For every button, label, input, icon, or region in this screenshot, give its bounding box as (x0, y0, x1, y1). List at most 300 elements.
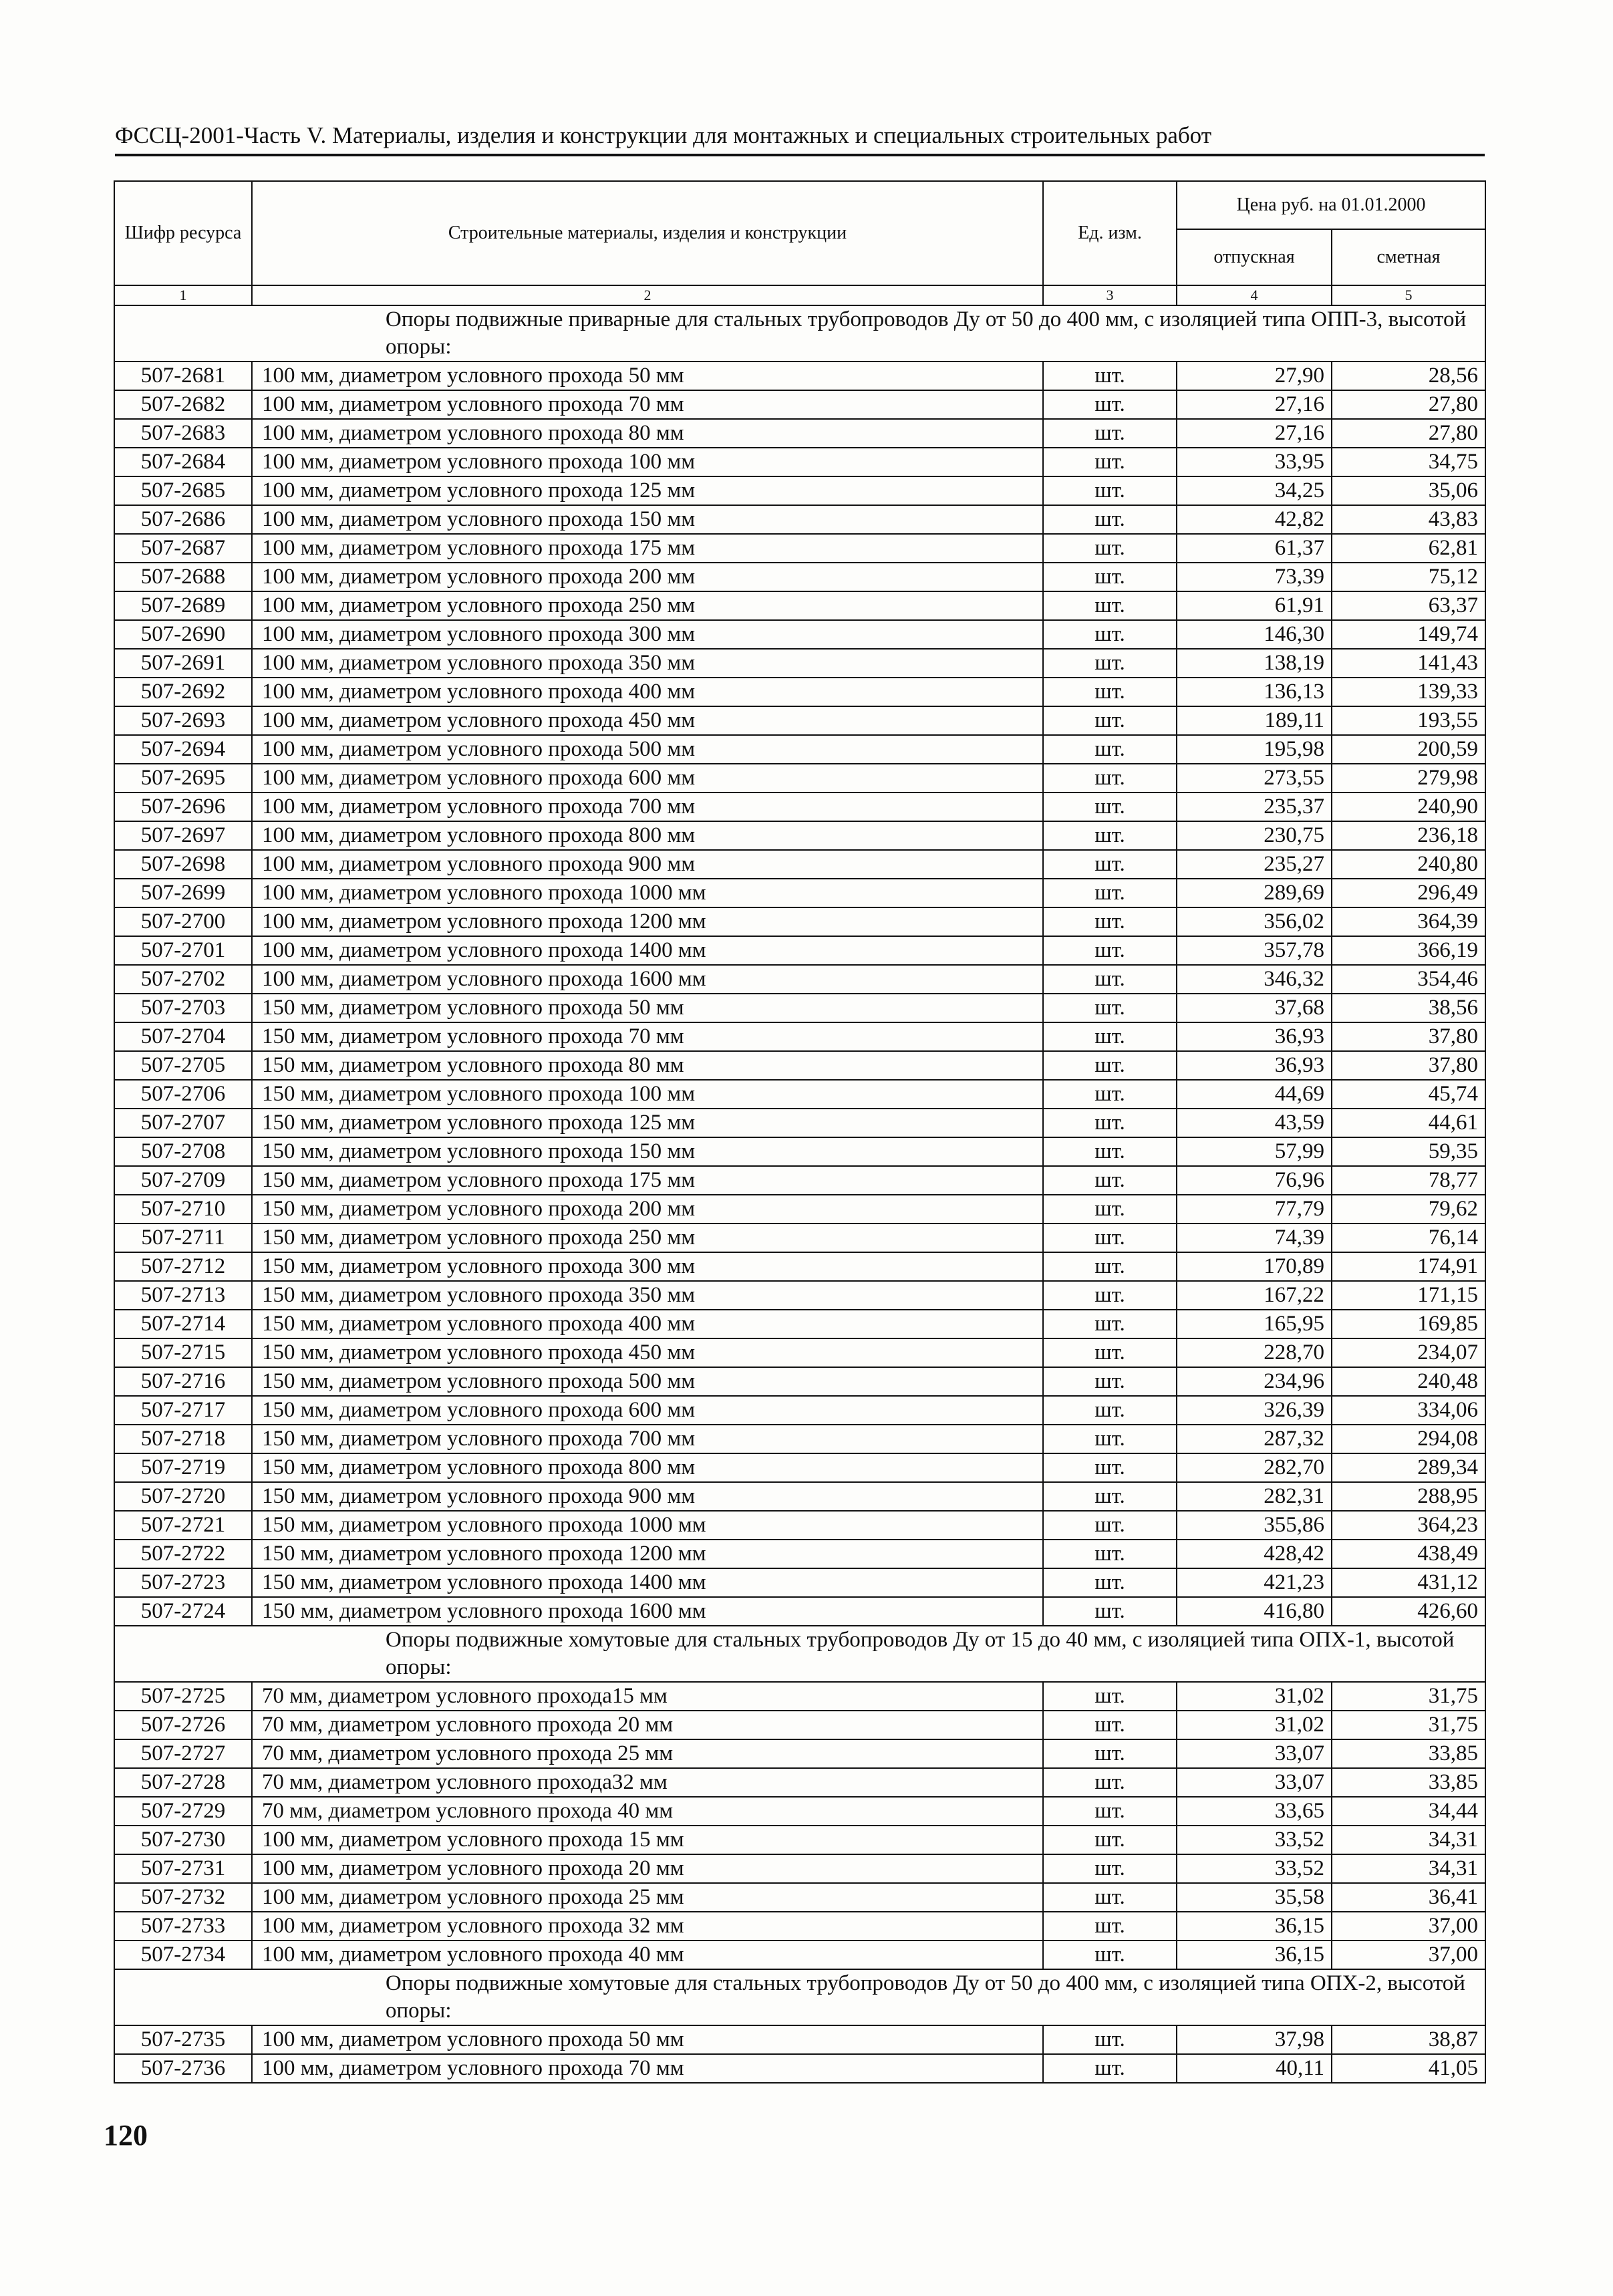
price-estimate: 41,05 (1332, 2054, 1485, 2083)
resource-code: 507-2687 (114, 534, 252, 563)
item-description: 70 мм, диаметром условного прохода15 мм (252, 1682, 1043, 1711)
unit: шт. (1043, 1022, 1177, 1051)
price-estimate: 79,62 (1332, 1195, 1485, 1224)
price-release: 36,93 (1177, 1022, 1332, 1051)
page-number: 120 (104, 2119, 148, 2152)
unit: шт. (1043, 1540, 1177, 1568)
price-estimate: 78,77 (1332, 1166, 1485, 1195)
col-header-estimate: сметная (1332, 229, 1485, 285)
item-description: 100 мм, диаметром условного прохода 32 мм (252, 1912, 1043, 1941)
resource-code: 507-2702 (114, 965, 252, 994)
table-row (114, 1797, 1485, 1826)
unit: шт. (1043, 735, 1177, 764)
item-description: 100 мм, диаметром условного прохода 125 мм (252, 476, 1043, 505)
table-row (114, 1166, 1485, 1195)
table-row (114, 534, 1485, 563)
resource-code: 507-2703 (114, 994, 252, 1022)
price-estimate: 240,90 (1332, 793, 1485, 821)
resource-code: 507-2694 (114, 735, 252, 764)
price-estimate: 34,44 (1332, 1797, 1485, 1826)
unit: шт. (1043, 1137, 1177, 1166)
resource-code: 507-2725 (114, 1682, 252, 1711)
item-description: 150 мм, диаметром условного прохода 450 мм (252, 1338, 1043, 1367)
section-header-row (114, 1626, 1485, 1682)
price-table (114, 180, 1486, 2084)
unit: шт. (1043, 1166, 1177, 1195)
unit: шт. (1043, 1051, 1177, 1080)
price-release: 326,39 (1177, 1396, 1332, 1425)
table-row (114, 620, 1485, 649)
table-row (114, 1711, 1485, 1739)
resource-code: 507-2716 (114, 1367, 252, 1396)
unit: шт. (1043, 706, 1177, 735)
unit: шт. (1043, 1482, 1177, 1511)
price-release: 77,79 (1177, 1195, 1332, 1224)
price-estimate: 37,00 (1332, 1912, 1485, 1941)
price-estimate: 141,43 (1332, 649, 1485, 678)
table-row (114, 1310, 1485, 1338)
table-row (114, 419, 1485, 448)
price-estimate: 35,06 (1332, 476, 1485, 505)
unit: шт. (1043, 907, 1177, 936)
unit: шт. (1043, 1568, 1177, 1597)
price-release: 234,96 (1177, 1367, 1332, 1396)
item-description: 70 мм, диаметром условного прохода 40 мм (252, 1797, 1043, 1826)
price-release: 355,86 (1177, 1511, 1332, 1540)
price-release: 34,25 (1177, 476, 1332, 505)
price-release: 287,32 (1177, 1425, 1332, 1453)
section-blank-cell (114, 1626, 252, 1682)
price-release: 73,39 (1177, 563, 1332, 591)
resource-code: 507-2704 (114, 1022, 252, 1051)
item-description: 100 мм, диаметром условного прохода 25 мм (252, 1883, 1043, 1912)
resource-code: 507-2713 (114, 1281, 252, 1310)
table-row (114, 1682, 1485, 1711)
price-release: 27,16 (1177, 419, 1332, 448)
price-release: 61,91 (1177, 591, 1332, 620)
price-release: 189,11 (1177, 706, 1332, 735)
price-release: 346,32 (1177, 965, 1332, 994)
table-row (114, 1568, 1485, 1597)
price-release: 282,31 (1177, 1482, 1332, 1511)
price-estimate: 45,74 (1332, 1080, 1485, 1109)
resource-code: 507-2735 (114, 2025, 252, 2054)
price-release: 33,07 (1177, 1768, 1332, 1797)
resource-code: 507-2724 (114, 1597, 252, 1626)
table-row (114, 1854, 1485, 1883)
item-description: 100 мм, диаметром условного прохода 20 мм (252, 1854, 1043, 1883)
resource-code: 507-2683 (114, 419, 252, 448)
table-row (114, 1051, 1485, 1080)
resource-code: 507-2729 (114, 1797, 252, 1826)
price-estimate: 36,41 (1332, 1883, 1485, 1912)
resource-code: 507-2734 (114, 1941, 252, 1969)
unit: шт. (1043, 591, 1177, 620)
unit: шт. (1043, 390, 1177, 419)
item-description: 150 мм, диаметром условного прохода 125 мм (252, 1109, 1043, 1137)
price-release: 36,15 (1177, 1941, 1332, 1969)
table-row (114, 1224, 1485, 1252)
item-description: 150 мм, диаметром условного прохода 1400 мм (252, 1568, 1043, 1597)
table-row (114, 1597, 1485, 1626)
price-estimate: 34,31 (1332, 1826, 1485, 1854)
price-release: 44,69 (1177, 1080, 1332, 1109)
item-description: 100 мм, диаметром условного прохода 150 мм (252, 505, 1043, 534)
price-release: 289,69 (1177, 879, 1332, 907)
item-description: 100 мм, диаметром условного прохода 50 мм (252, 362, 1043, 390)
price-estimate: 59,35 (1332, 1137, 1485, 1166)
price-release: 43,59 (1177, 1109, 1332, 1137)
table-row (114, 735, 1485, 764)
item-description: 150 мм, диаметром условного прохода 200 мм (252, 1195, 1043, 1224)
price-estimate: 296,49 (1332, 879, 1485, 907)
unit: шт. (1043, 821, 1177, 850)
resource-code: 507-2695 (114, 764, 252, 793)
price-estimate: 294,08 (1332, 1425, 1485, 1453)
resource-code: 507-2731 (114, 1854, 252, 1883)
price-estimate: 240,80 (1332, 850, 1485, 879)
table-row (114, 994, 1485, 1022)
price-estimate: 27,80 (1332, 390, 1485, 419)
price-estimate: 366,19 (1332, 936, 1485, 965)
price-estimate: 33,85 (1332, 1739, 1485, 1768)
table-row (114, 1109, 1485, 1137)
resource-code: 507-2693 (114, 706, 252, 735)
price-estimate: 193,55 (1332, 706, 1485, 735)
item-description: 150 мм, диаметром условного прохода 1200 мм (252, 1540, 1043, 1568)
resource-code: 507-2696 (114, 793, 252, 821)
item-description: 100 мм, диаметром условного прохода 50 мм (252, 2025, 1043, 2054)
item-description: 150 мм, диаметром условного прохода 400 мм (252, 1310, 1043, 1338)
price-estimate: 38,87 (1332, 2025, 1485, 2054)
item-description: 100 мм, диаметром условного прохода 70 мм (252, 2054, 1043, 2083)
price-release: 228,70 (1177, 1338, 1332, 1367)
price-release: 61,37 (1177, 534, 1332, 563)
table-row (114, 362, 1485, 390)
table-row (114, 793, 1485, 821)
item-description: 100 мм, диаметром условного прохода 800 мм (252, 821, 1043, 850)
unit: шт. (1043, 2054, 1177, 2083)
resource-code: 507-2717 (114, 1396, 252, 1425)
unit: шт. (1043, 1883, 1177, 1912)
unit: шт. (1043, 1281, 1177, 1310)
table-row (114, 678, 1485, 706)
price-release: 40,11 (1177, 2054, 1332, 2083)
price-estimate: 62,81 (1332, 534, 1485, 563)
unit: шт. (1043, 563, 1177, 591)
item-description: 150 мм, диаметром условного прохода 80 мм (252, 1051, 1043, 1080)
resource-code: 507-2692 (114, 678, 252, 706)
item-description: 100 мм, диаметром условного прохода 1000 мм (252, 879, 1043, 907)
price-release: 416,80 (1177, 1597, 1332, 1626)
price-release: 27,90 (1177, 362, 1332, 390)
price-release: 273,55 (1177, 764, 1332, 793)
price-release: 33,07 (1177, 1739, 1332, 1768)
table-row (114, 879, 1485, 907)
table-row (114, 1022, 1485, 1051)
price-estimate: 28,56 (1332, 362, 1485, 390)
price-estimate: 37,80 (1332, 1022, 1485, 1051)
resource-code: 507-2681 (114, 362, 252, 390)
resource-code: 507-2708 (114, 1137, 252, 1166)
col-header-name: Строительные материалы, изделия и конструкции (252, 181, 1043, 285)
item-description: 150 мм, диаметром условного прохода 350 мм (252, 1281, 1043, 1310)
table-row (114, 1540, 1485, 1568)
price-estimate: 200,59 (1332, 735, 1485, 764)
price-release: 33,95 (1177, 448, 1332, 476)
col-number: 1 (114, 285, 252, 305)
price-estimate: 289,34 (1332, 1453, 1485, 1482)
unit: шт. (1043, 1109, 1177, 1137)
item-description: 150 мм, диаметром условного прохода 50 мм (252, 994, 1043, 1022)
price-release: 31,02 (1177, 1682, 1332, 1711)
table-row (114, 1080, 1485, 1109)
price-estimate: 236,18 (1332, 821, 1485, 850)
section-blank-cell (114, 1969, 252, 2025)
resource-code: 507-2721 (114, 1511, 252, 1540)
item-description: 100 мм, диаметром условного прохода 1600 мм (252, 965, 1043, 994)
table-row (114, 1396, 1485, 1425)
table-row (114, 850, 1485, 879)
col-number: 3 (1043, 285, 1177, 305)
table-row (114, 649, 1485, 678)
price-release: 138,19 (1177, 649, 1332, 678)
unit: шт. (1043, 1224, 1177, 1252)
item-description: 150 мм, диаметром условного прохода 250 мм (252, 1224, 1043, 1252)
resource-code: 507-2706 (114, 1080, 252, 1109)
price-estimate: 75,12 (1332, 563, 1485, 591)
unit: шт. (1043, 649, 1177, 678)
price-release: 282,70 (1177, 1453, 1332, 1482)
unit: шт. (1043, 793, 1177, 821)
price-estimate: 426,60 (1332, 1597, 1485, 1626)
table-row (114, 390, 1485, 419)
item-description: 100 мм, диаметром условного прохода 900 мм (252, 850, 1043, 879)
unit: шт. (1043, 879, 1177, 907)
price-estimate: 38,56 (1332, 994, 1485, 1022)
price-release: 170,89 (1177, 1252, 1332, 1281)
resource-code: 507-2698 (114, 850, 252, 879)
resource-code: 507-2722 (114, 1540, 252, 1568)
item-description: 150 мм, диаметром условного прохода 300 мм (252, 1252, 1043, 1281)
price-estimate: 63,37 (1332, 591, 1485, 620)
col-number: 5 (1332, 285, 1485, 305)
price-release: 57,99 (1177, 1137, 1332, 1166)
price-estimate: 171,15 (1332, 1281, 1485, 1310)
resource-code: 507-2718 (114, 1425, 252, 1453)
price-estimate: 364,39 (1332, 907, 1485, 936)
resource-code: 507-2726 (114, 1711, 252, 1739)
item-description: 70 мм, диаметром условного прохода 25 мм (252, 1739, 1043, 1768)
unit: шт. (1043, 419, 1177, 448)
item-description: 100 мм, диаметром условного прохода 100 мм (252, 448, 1043, 476)
price-release: 428,42 (1177, 1540, 1332, 1568)
resource-code: 507-2710 (114, 1195, 252, 1224)
table-row (114, 1281, 1485, 1310)
item-description: 100 мм, диаметром условного прохода 500 мм (252, 735, 1043, 764)
resource-code: 507-2732 (114, 1883, 252, 1912)
table-row (114, 1367, 1485, 1396)
price-release: 136,13 (1177, 678, 1332, 706)
section-header-row (114, 305, 1485, 362)
resource-code: 507-2697 (114, 821, 252, 850)
resource-code: 507-2709 (114, 1166, 252, 1195)
item-description: 70 мм, диаметром условного прохода32 мм (252, 1768, 1043, 1797)
item-description: 150 мм, диаметром условного прохода 700 мм (252, 1425, 1043, 1453)
item-description: 100 мм, диаметром условного прохода 350 мм (252, 649, 1043, 678)
section-title: Опоры подвижные хомутовые для стальных трубопроводов Ду от 50 до 400 мм, с изоляцией типа ОПХ-2, высотой опоры: (252, 1969, 1485, 2025)
table-row (114, 1338, 1485, 1367)
unit: шт. (1043, 850, 1177, 879)
item-description: 150 мм, диаметром условного прохода 800 мм (252, 1453, 1043, 1482)
price-estimate: 37,00 (1332, 1941, 1485, 1969)
unit: шт. (1043, 1338, 1177, 1367)
table-row (114, 1912, 1485, 1941)
table-row (114, 476, 1485, 505)
item-description: 100 мм, диаметром условного прохода 450 мм (252, 706, 1043, 735)
unit: шт. (1043, 936, 1177, 965)
resource-code: 507-2733 (114, 1912, 252, 1941)
price-estimate: 34,31 (1332, 1854, 1485, 1883)
unit: шт. (1043, 965, 1177, 994)
resource-code: 507-2715 (114, 1338, 252, 1367)
item-description: 100 мм, диаметром условного прохода 175 мм (252, 534, 1043, 563)
item-description: 70 мм, диаметром условного прохода 20 мм (252, 1711, 1043, 1739)
unit: шт. (1043, 764, 1177, 793)
item-description: 150 мм, диаметром условного прохода 1000 мм (252, 1511, 1043, 1540)
resource-code: 507-2728 (114, 1768, 252, 1797)
resource-code: 507-2727 (114, 1739, 252, 1768)
table-row (114, 965, 1485, 994)
unit: шт. (1043, 505, 1177, 534)
resource-code: 507-2684 (114, 448, 252, 476)
price-estimate: 169,85 (1332, 1310, 1485, 1338)
price-release: 37,68 (1177, 994, 1332, 1022)
item-description: 100 мм, диаметром условного прохода 700 мм (252, 793, 1043, 821)
price-release: 31,02 (1177, 1711, 1332, 1739)
item-description: 150 мм, диаметром условного прохода 500 мм (252, 1367, 1043, 1396)
table-row (114, 764, 1485, 793)
item-description: 100 мм, диаметром условного прохода 70 мм (252, 390, 1043, 419)
price-release: 167,22 (1177, 1281, 1332, 1310)
unit: шт. (1043, 1711, 1177, 1739)
price-release: 42,82 (1177, 505, 1332, 534)
unit: шт. (1043, 1425, 1177, 1453)
unit: шт. (1043, 1682, 1177, 1711)
unit: шт. (1043, 1195, 1177, 1224)
price-release: 195,98 (1177, 735, 1332, 764)
unit: шт. (1043, 1310, 1177, 1338)
price-estimate: 334,06 (1332, 1396, 1485, 1425)
resource-code: 507-2691 (114, 649, 252, 678)
table-row (114, 1252, 1485, 1281)
item-description: 100 мм, диаметром условного прохода 300 мм (252, 620, 1043, 649)
price-estimate: 139,33 (1332, 678, 1485, 706)
table-row (114, 563, 1485, 591)
price-estimate: 43,83 (1332, 505, 1485, 534)
price-release: 27,16 (1177, 390, 1332, 419)
unit: шт. (1043, 1739, 1177, 1768)
page-header: ФССЦ-2001-Часть V. Материалы, изделия и конструкции для монтажных и специальных строительных работ (115, 119, 1485, 156)
resource-code: 507-2705 (114, 1051, 252, 1080)
unit: шт. (1043, 1367, 1177, 1396)
price-release: 230,75 (1177, 821, 1332, 850)
resource-code: 507-2730 (114, 1826, 252, 1854)
resource-code: 507-2701 (114, 936, 252, 965)
item-description: 100 мм, диаметром условного прохода 400 мм (252, 678, 1043, 706)
price-release: 33,52 (1177, 1854, 1332, 1883)
item-description: 150 мм, диаметром условного прохода 900 мм (252, 1482, 1043, 1511)
table-row (114, 1826, 1485, 1854)
resource-code: 507-2690 (114, 620, 252, 649)
resource-code: 507-2736 (114, 2054, 252, 2083)
resource-code: 507-2700 (114, 907, 252, 936)
resource-code: 507-2688 (114, 563, 252, 591)
table-row (114, 591, 1485, 620)
price-estimate: 431,12 (1332, 1568, 1485, 1597)
price-estimate: 279,98 (1332, 764, 1485, 793)
price-estimate: 240,48 (1332, 1367, 1485, 1396)
price-release: 146,30 (1177, 620, 1332, 649)
item-description: 100 мм, диаметром условного прохода 1200 мм (252, 907, 1043, 936)
item-description: 150 мм, диаметром условного прохода 175 мм (252, 1166, 1043, 1195)
price-estimate: 174,91 (1332, 1252, 1485, 1281)
price-release: 235,27 (1177, 850, 1332, 879)
table-row (114, 505, 1485, 534)
section-title: Опоры подвижные хомутовые для стальных трубопроводов Ду от 15 до 40 мм, с изоляцией типа ОПХ-1, высотой опоры: (252, 1626, 1485, 1682)
col-number: 4 (1177, 285, 1332, 305)
item-description: 100 мм, диаметром условного прохода 80 мм (252, 419, 1043, 448)
price-release: 357,78 (1177, 936, 1332, 965)
col-header-price: Цена руб. на 01.01.2000 (1177, 181, 1485, 229)
item-description: 100 мм, диаметром условного прохода 1400 мм (252, 936, 1043, 965)
price-release: 36,15 (1177, 1912, 1332, 1941)
resource-code: 507-2686 (114, 505, 252, 534)
price-release: 35,58 (1177, 1883, 1332, 1912)
unit: шт. (1043, 1080, 1177, 1109)
price-estimate: 27,80 (1332, 419, 1485, 448)
resource-code: 507-2707 (114, 1109, 252, 1137)
resource-code: 507-2689 (114, 591, 252, 620)
resource-code: 507-2711 (114, 1224, 252, 1252)
table-row (114, 1137, 1485, 1166)
table-body (114, 305, 1485, 2083)
item-description: 100 мм, диаметром условного прохода 600 мм (252, 764, 1043, 793)
table-row (114, 1453, 1485, 1482)
table-row (114, 448, 1485, 476)
resource-code: 507-2712 (114, 1252, 252, 1281)
unit: шт. (1043, 1941, 1177, 1969)
price-release: 165,95 (1177, 1310, 1332, 1338)
item-description: 150 мм, диаметром условного прохода 150 мм (252, 1137, 1043, 1166)
unit: шт. (1043, 1597, 1177, 1626)
resource-code: 507-2720 (114, 1482, 252, 1511)
price-estimate: 31,75 (1332, 1682, 1485, 1711)
resource-code: 507-2682 (114, 390, 252, 419)
item-description: 100 мм, диаметром условного прохода 250 мм (252, 591, 1043, 620)
table-row (114, 1511, 1485, 1540)
table-row (114, 1883, 1485, 1912)
unit: шт. (1043, 476, 1177, 505)
unit: шт. (1043, 1511, 1177, 1540)
item-description: 100 мм, диаметром условного прохода 200 мм (252, 563, 1043, 591)
unit: шт. (1043, 1912, 1177, 1941)
table-row (114, 2025, 1485, 2054)
resource-code: 507-2723 (114, 1568, 252, 1597)
col-header-unit: Ед. изм. (1043, 181, 1177, 285)
unit: шт. (1043, 994, 1177, 1022)
unit: шт. (1043, 1768, 1177, 1797)
